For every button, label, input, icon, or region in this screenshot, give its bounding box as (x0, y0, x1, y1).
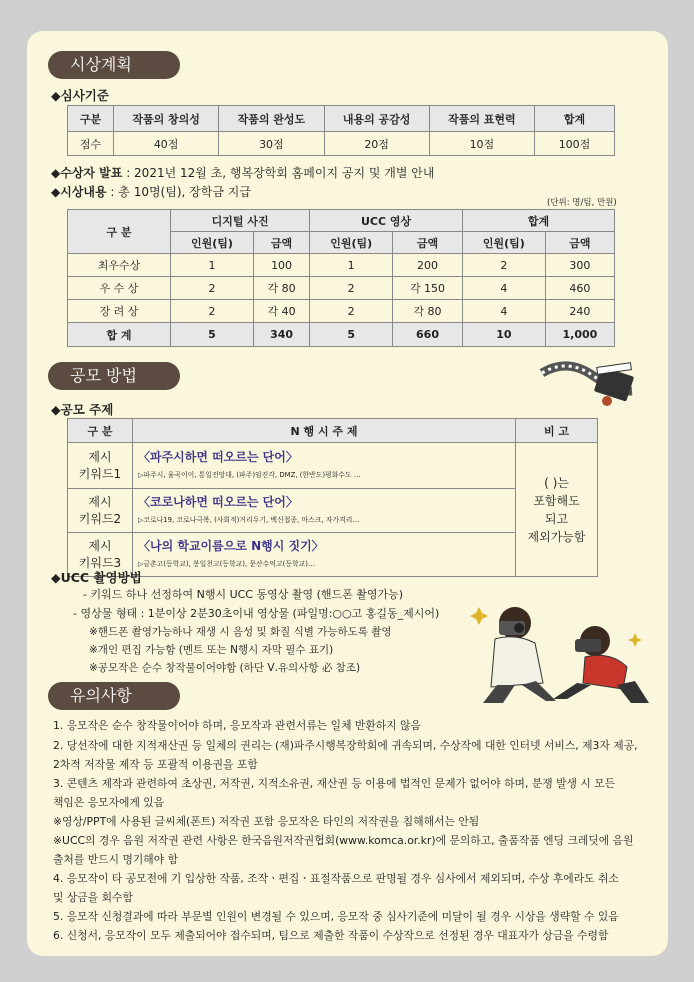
award-total-cell: 340 (253, 323, 309, 347)
award-total-cell: 5 (171, 323, 254, 347)
remark-line: 되고 (544, 511, 569, 526)
award-cell: 200 (393, 254, 463, 277)
film-reel-icon (537, 353, 642, 411)
caution-line: 2. 당선작에 대한 지적재산권 등 일체의 권리는 (재)파주시행복장학회에 귀속되며, 수상작에 대한 인터넷 서비스, 제3자 제공, (53, 739, 638, 752)
award-cell: 240 (545, 300, 614, 323)
keyword-label: 키워드2 (78, 511, 122, 526)
keyword-label: 키워드3 (78, 555, 122, 570)
keyword-list: ▷코로나19, 코로나극복, (사회적)거리두기, 백신접종, 마스크, 자가격리… (138, 515, 360, 524)
criteria-cell: 100점 (535, 132, 615, 156)
award-group-header: UCC 영상 (310, 210, 463, 232)
award-table (67, 209, 615, 347)
award-line (51, 183, 251, 200)
criteria-header: 작품의 완성도 (219, 106, 324, 132)
award-cell: 각 40 (253, 300, 309, 323)
criteria-cell: 30점 (219, 132, 324, 156)
award-cell: 460 (545, 277, 614, 300)
keyword-label: 제시 (88, 538, 112, 553)
remark-line: 제외가능함 (527, 529, 586, 544)
topic-table (67, 418, 598, 577)
caution-line: 6. 신청서, 응모작이 모두 제출되어야 접수되며, 팀으로 제출한 작품이 수상작으로 선정된 경우 대표자가 상금을 수령함 (53, 929, 609, 942)
keyword-title: 〈코로나하면 떠오르는 단어〉 (138, 494, 298, 509)
unit-label: (단위: 명/팀, 만원) (547, 198, 617, 208)
ucc-line: - 키워드 하나 선정하여 N행시 UCC 동영상 촬영 (핸드폰 촬영가능) (83, 588, 404, 601)
criteria-cell: 10점 (429, 132, 534, 156)
criteria-cell: 점수 (68, 132, 114, 156)
announce-label: ◆수상자 발표 (51, 166, 123, 180)
award-row-label: 최우수상 (68, 254, 171, 277)
award-col-group: 구 분 (68, 210, 171, 254)
award-total-cell: 1,000 (545, 323, 614, 347)
ucc-note: ※공모작은 순수 창작물이어야함 (하단 Ⅴ.유의사항 必 참조) (89, 662, 361, 674)
award-label: ◆시상내용 (51, 185, 107, 199)
caution-line: 및 상금을 회수함 (53, 891, 133, 904)
keyword-cell-3 (133, 533, 516, 577)
award-cell: 각 150 (393, 277, 463, 300)
award-subheader: 인원(팀) (462, 232, 545, 254)
award-cell: 1 (171, 254, 254, 277)
award-total-cell: 660 (393, 323, 463, 347)
award-cell: 4 (462, 300, 545, 323)
criteria-header: 작품의 표현력 (429, 106, 534, 132)
criteria-cell: 20점 (324, 132, 429, 156)
criteria-header: 작품의 창의성 (114, 106, 219, 132)
topic-header: 구 분 (68, 419, 133, 443)
keyword-label: 제시 (88, 449, 112, 464)
topic-header: N 행 시 주 제 (133, 419, 516, 443)
criteria-header: 구분 (68, 106, 114, 132)
keyword-title: 〈파주시하면 떠오르는 단어〉 (138, 449, 298, 464)
caution-line: 출처를 반드시 명기해야 함 (53, 853, 179, 866)
award-cell: 2 (310, 300, 393, 323)
criteria-header: 합계 (535, 106, 615, 132)
award-cell: 각 80 (393, 300, 463, 323)
award-total-cell: 5 (310, 323, 393, 347)
poster-page (27, 31, 668, 956)
keyword-cell-1 (133, 443, 516, 489)
award-cell: 2 (171, 300, 254, 323)
caution-line: 2차적 저작물 제작 등 포괄적 이용권을 포함 (53, 758, 258, 771)
award-cell: 각 80 (253, 277, 309, 300)
ucc-note: ※개인 편집 가능함 (멘트 또는 N행시 자막 필수 표기) (89, 644, 334, 656)
ucc-title: ◆UCC 촬영방법 (51, 570, 142, 585)
award-subheader: 인원(팀) (171, 232, 254, 254)
award-subheader: 금액 (253, 232, 309, 254)
award-cell: 1 (310, 254, 393, 277)
section-title-method: 공모 방법 (48, 362, 180, 390)
keyword-label: 키워드1 (78, 466, 122, 481)
award-cell: 100 (253, 254, 309, 277)
ucc-note: ※핸드폰 촬영가능하나 재생 시 음성 및 화질 식별 가능하도록 촬영 (89, 626, 392, 638)
criteria-cell: 40점 (114, 132, 219, 156)
award-subheader: 금액 (545, 232, 614, 254)
keyword-list: ▷금촌고(등학교), 봉일천고(등학교), 문산수억고(등학교)… (138, 559, 315, 568)
award-subheader: 인원(팀) (310, 232, 393, 254)
criteria-title: ◆심사기준 (51, 88, 109, 103)
award-cell: 2 (462, 254, 545, 277)
award-cell: 300 (545, 254, 614, 277)
award-row-label: 우 수 상 (68, 277, 171, 300)
topic-remark (516, 443, 598, 577)
caution-line: 4. 응모작이 타 공모전에 기 입상한 작품, 조작ㆍ편집ㆍ표절작품으로 판명될 경우 심사에서 제외되며, 수상 후에라도 취소 (53, 872, 619, 885)
caution-line: ※UCC의 경우 음원 저작권 관련 사항은 한국음원저작권협회(www.komca.or.kr)에 문의하고, 출품작품 엔딩 크레딧에 음원 (53, 834, 634, 847)
keyword-label: 제시 (88, 494, 112, 509)
criteria-header: 내용의 공감성 (324, 106, 429, 132)
award-group-header: 디지털 사진 (171, 210, 310, 232)
caution-line: 3. 콘텐츠 제작과 관련하여 초상권, 저작권, 지적소유권, 재산권 등 이용에 법적인 문제가 없어야 하며, 분쟁 발생 시 모든 (53, 777, 616, 790)
announce-text: : 2021년 12월 초, 행복장학회 홈페이지 공지 및 개별 안내 (122, 166, 435, 180)
criteria-table (67, 105, 615, 156)
keyword-cell-2 (133, 489, 516, 533)
caution-line: 5. 응모작 신청결과에 따라 부문별 인원이 변경될 수 있으며, 응모작 중 심사기준에 미달이 될 경우 시상을 생략할 수 있음 (53, 910, 619, 923)
award-row-label: 장 려 상 (68, 300, 171, 323)
award-total-label: 합 계 (68, 323, 171, 347)
photographer-illustration (467, 593, 657, 708)
keyword-list: ▷파주시, 율곡이이, 통일전망대, (파주)임진각, DMZ, (한반도)평화수도 … (138, 470, 361, 479)
topic-title: ◆공모 주제 (51, 402, 114, 417)
keyword-label-2 (68, 489, 133, 533)
section-title-cautions: 유의사항 (48, 682, 180, 710)
caution-line: 책임은 응모자에게 있음 (53, 796, 165, 809)
topic-header: 비 고 (516, 419, 598, 443)
announce-line (51, 164, 434, 181)
award-text: : 총 10명(팀), 장학금 지급 (106, 185, 251, 199)
ucc-line: - 영상물 형태 : 1분이상 2분30초이내 영상물 (파일명:○○고 홍길동_제시어) (73, 607, 440, 620)
award-total-cell: 10 (462, 323, 545, 347)
award-cell: 2 (171, 277, 254, 300)
award-cell: 4 (462, 277, 545, 300)
award-group-header: 합계 (462, 210, 614, 232)
keyword-label-1 (68, 443, 133, 489)
award-subheader: 금액 (393, 232, 463, 254)
remark-line: 포함해도 (533, 493, 580, 508)
section-title-awards: 시상계획 (48, 51, 180, 79)
caution-line: ※영상/PPT에 사용된 글씨체(폰트) 저작권 포함 응모작은 타인의 저작권을 침해해서는 안됨 (53, 815, 480, 828)
caution-line: 1. 응모작은 순수 창작물이어야 하며, 응모작과 관련서류는 일체 반환하지 않음 (53, 719, 421, 732)
remark-line: ( )는 (544, 475, 569, 490)
keyword-title: 〈나의 학교이름으로 N행시 짓기〉 (138, 538, 324, 553)
award-cell: 2 (310, 277, 393, 300)
